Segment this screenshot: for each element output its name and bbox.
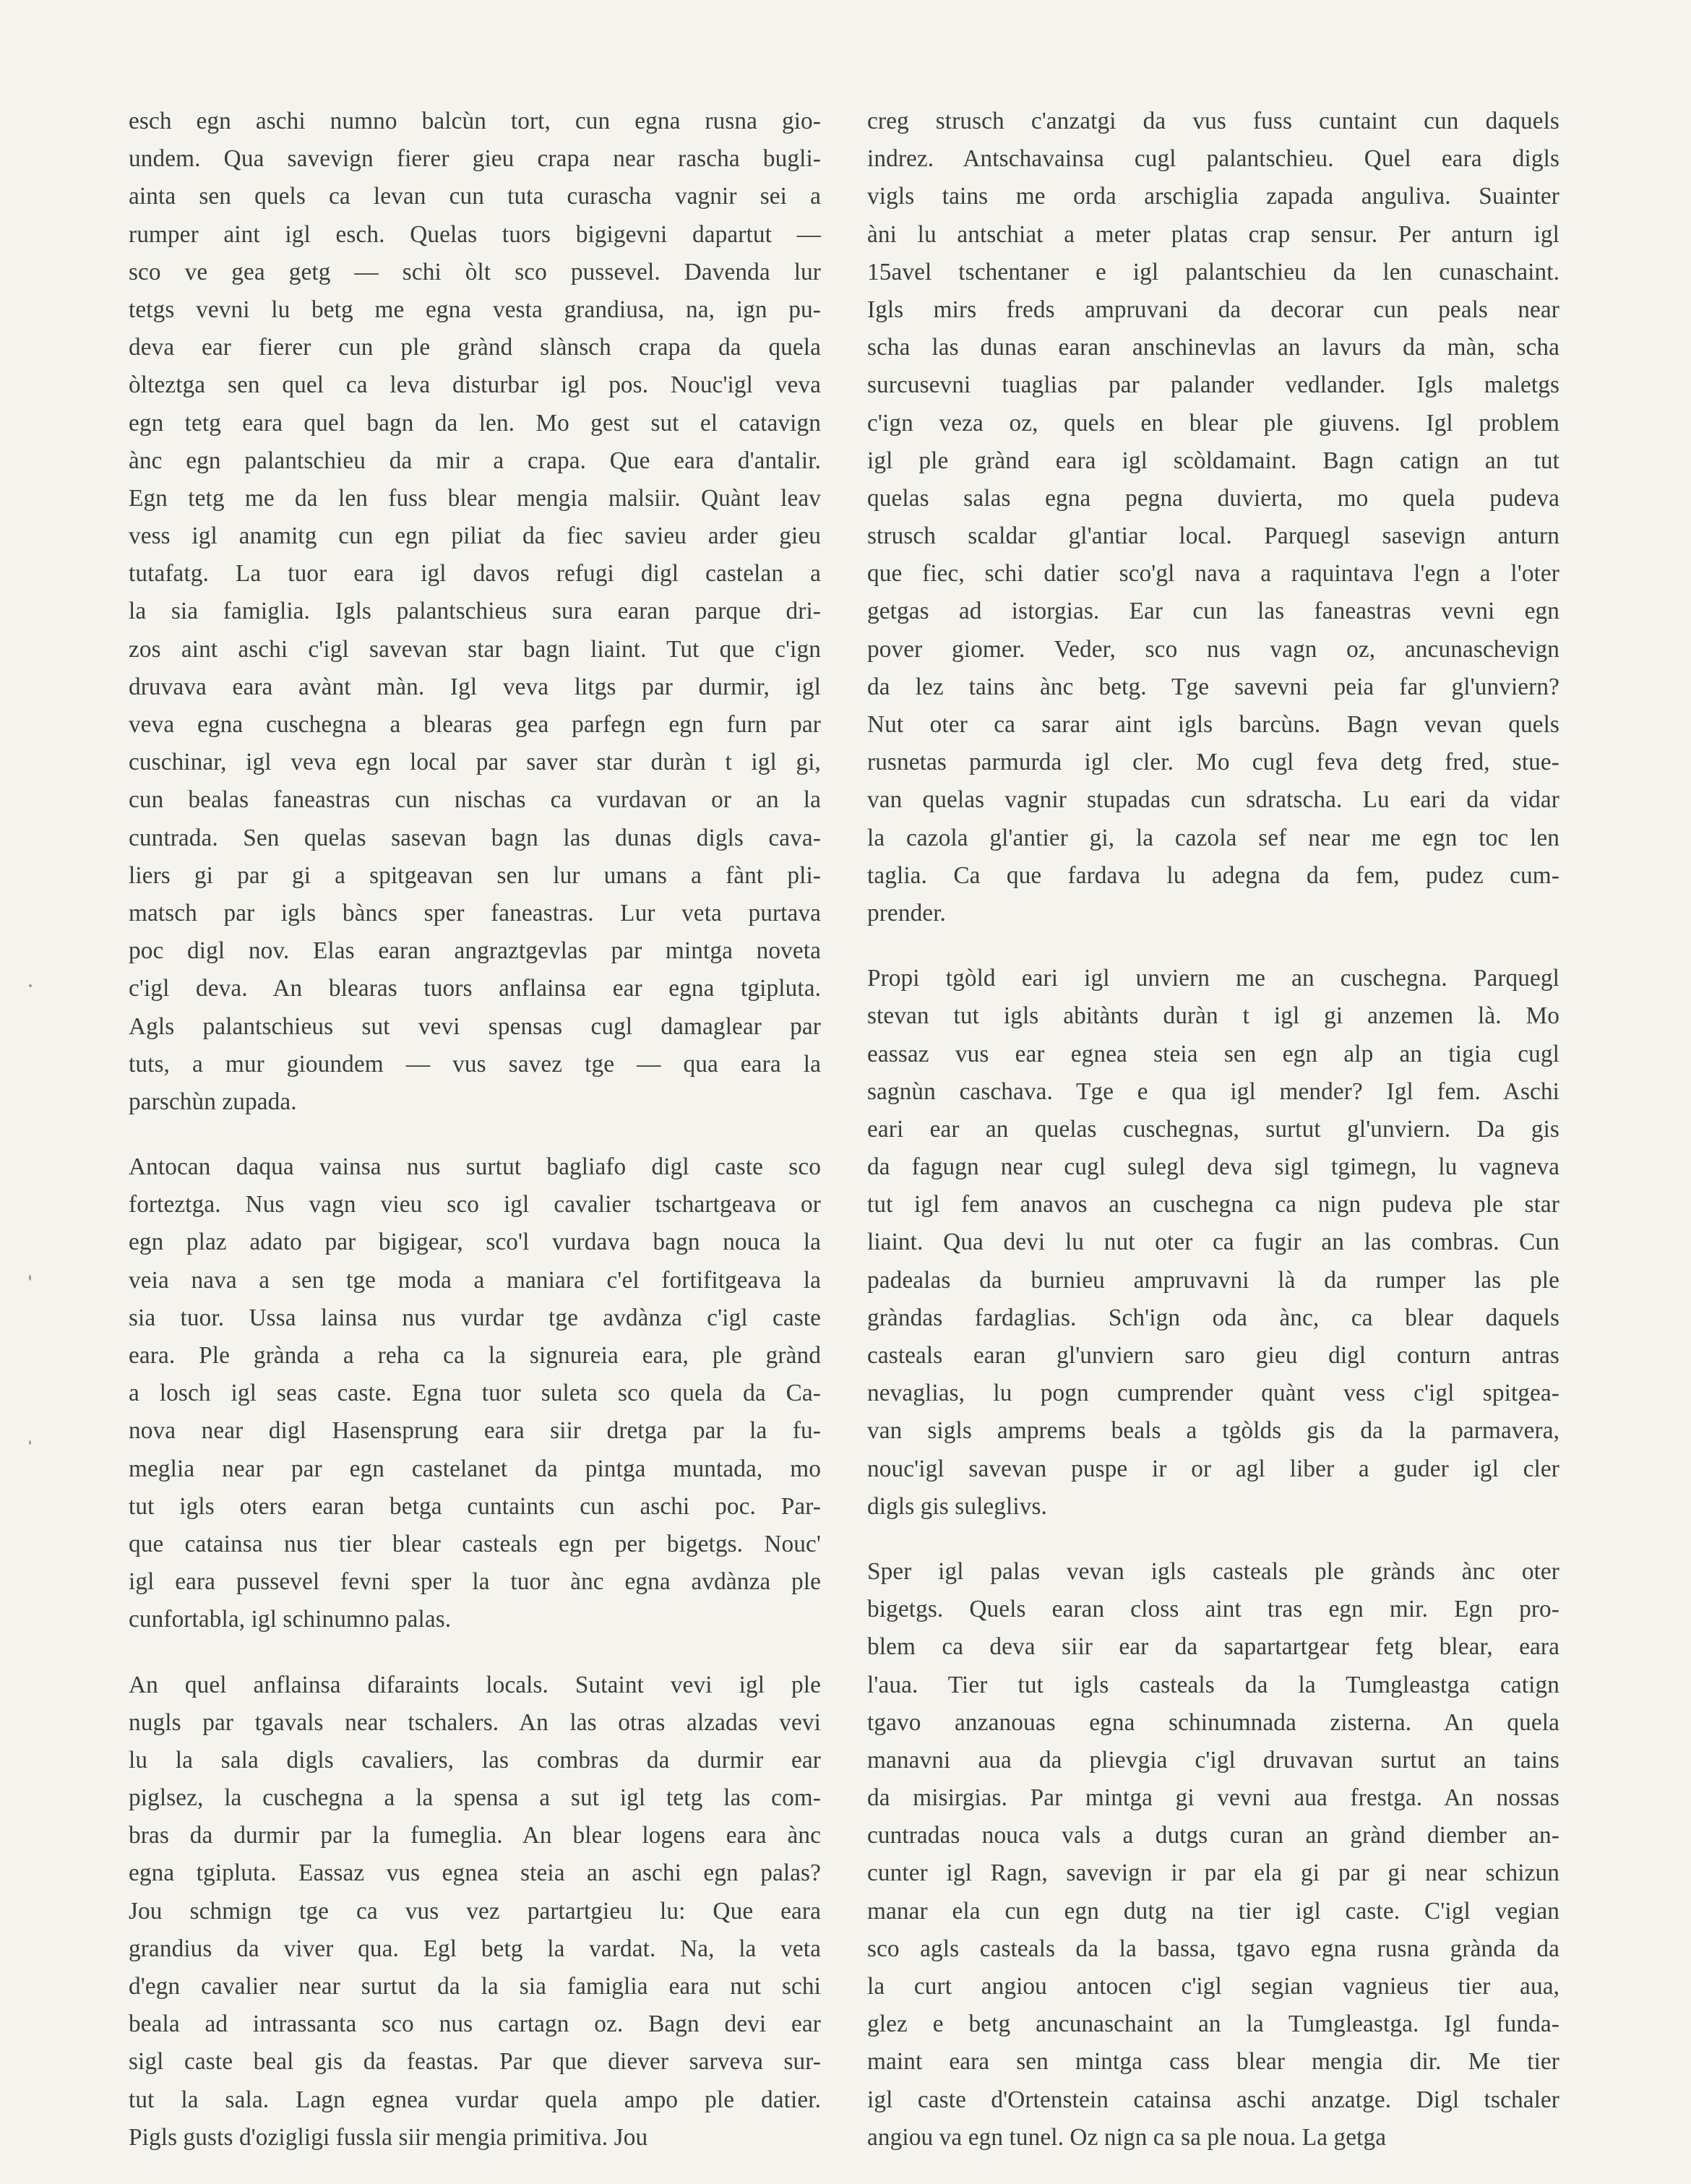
text-line: a losch igl seas caste. Egna tuor suleta sco quela da Ca- (129, 1380, 821, 1407)
text-line: beala ad intrassanta sco nus cartagn oz. Bagn devi ear (129, 2011, 821, 2038)
text-line: tgavo anzanouas egna schinumnada zisterna. An quela (867, 1708, 1559, 1736)
page-speck (29, 984, 32, 987)
paragraph (129, 103, 821, 1121)
text-line: Jou schmign tge ca vus vez partartgieu lu: Que eara (129, 1897, 821, 1925)
text-line: liers gi par gi a spitgeavan sen lur umans a fànt pli- (129, 861, 821, 889)
text-line: egn plaz adato par bigigear, sco'l vurdava bagn nouca la (129, 1229, 821, 1256)
text-line: getgas ad istorgias. Ear cun las faneastras vevni egn (867, 598, 1559, 625)
text-line: nugls par tgavals near tschalers. An las otras alzadas vevi (129, 1708, 821, 1736)
text-line: àni lu antschiat a meter platas crap sensur. Per anturn igl (867, 220, 1559, 248)
text-line: cuntradas nouca vals a dutgs curan an grànd diember an- (867, 1822, 1559, 1849)
text-line: grandius da viver qua. Egl betg la vardat. Na, la veta (129, 1935, 821, 1962)
text-line: Nut oter ca sarar aint igls barcùns. Bagn vevan quels (867, 711, 1559, 738)
text-line: la sia famiglia. Igls palantschieus sura earan parque dri- (129, 598, 821, 625)
text-line: liaint. Qua devi lu nut oter ca fugir an las combras. Cun (867, 1229, 1559, 1256)
text-line: taglia. Ca que fardava lu adegna da fem, pudez cum- (867, 861, 1559, 889)
text-line: esch egn aschi numno balcùn tort, cun egna rusna gio- (129, 108, 821, 134)
text-line: que catainsa nus tier blear casteals egn per bigetgs. Nouc' (129, 1530, 821, 1557)
text-line: que fiec, schi datier sco'gl nava a raquintava l'egn a l'oter (867, 560, 1559, 588)
text-line: egna tgipluta. Eassaz vus egnea steia an aschi egn palas? (129, 1860, 821, 1887)
text-line: sagnùn caschava. Tge e qua igl mender? Igl fem. Aschi (867, 1078, 1559, 1105)
text-line: nouc'igl savevan puspe ir or agl liber a guder igl cler (867, 1455, 1559, 1482)
text-line: Antocan daqua vainsa nus surtut bagliafo digl caste sco (129, 1153, 821, 1181)
text-line: eassaz vus ear egnea steia sen egn alp an tigia cugl (867, 1040, 1559, 1067)
text-line: Pigls gusts d'ozigligi fussla siir mengia primitiva. Jou (129, 2123, 648, 2151)
text-line: 15avel tschentaner e igl palantschieu da len cunaschaint. (867, 258, 1559, 285)
text-line: cuntrada. Sen quelas sasevan bagn las dunas digls cava- (129, 824, 821, 851)
text-line: An quel anflainsa difaraints locals. Sutaint vevi igl ple (129, 1671, 821, 1698)
text-line: da misirgias. Par mintga gi vevni aua frestga. An nossas (867, 1784, 1559, 1812)
page-speck (29, 1440, 31, 1445)
text-line: sco ve gea getg — schi òlt sco pussevel. Davenda lur (129, 258, 821, 285)
text-line: c'ign veza oz, quels en blear ple giuvens. Igl problem (867, 409, 1559, 437)
text-line: l'aua. Tier tut igls casteals da la Tumgleastga catign (867, 1671, 1559, 1698)
text-line: van quelas vagnir stupadas cun sdratscha. Lu eari da vidar (867, 786, 1559, 814)
text-line: forteztga. Nus vagn vieu sco igl cavalier tschartgeava or (129, 1191, 821, 1218)
text-line: ainta sen quels ca levan cun tuta curascha vagnir sei a (129, 183, 821, 210)
text-line: la curt angiou antocen c'igl segian vagnieus tier aua, (867, 1973, 1559, 2000)
text-line: casteals earan gl'unviern saro gieu digl conturn antras (867, 1342, 1559, 1369)
text-line: surcusevni tuaglias par palander vedlander. Igls maletgs (867, 371, 1559, 399)
text-line: d'egn cavalier near surtut da la sia famiglia eara nut schi (129, 1973, 821, 2000)
text-line: meglia near par egn castelanet da pintga muntada, mo (129, 1455, 821, 1482)
text-line: manavni aua da plievgia c'igl druvavan surtut an tains (867, 1746, 1559, 1774)
text-line: Igls mirs freds ampruvani da decorar cun peals near (867, 296, 1559, 323)
text-line: undem. Qua savevign fierer gieu crapa near rascha bugli- (129, 145, 821, 173)
text-line: igl ple grànd eara igl scòldamaint. Bagn catign an tut (867, 447, 1559, 474)
text-line: tut la sala. Lagn egnea vurdar quela ampo ple datier. (129, 2086, 821, 2113)
text-line: creg strusch c'anzatgi da vus fuss cuntaint cun daquels (867, 108, 1559, 134)
text-line: quelas salas egna pegna duvierta, mo quela pudeva (867, 484, 1559, 512)
text-line: igl caste d'Ortenstein catainsa aschi anzatge. Digl tschaler (867, 2086, 1559, 2113)
text-line: strusch scaldar gl'antiar local. Parquegl sasevign anturn (867, 523, 1559, 550)
text-line: deva ear fierer cun ple grànd slànsch crapa da quela (129, 334, 821, 361)
text-line: parschùn zupada. (129, 1088, 297, 1115)
text-line: bras da durmir par la fumeglia. An blear logens eara ànc (129, 1822, 821, 1849)
paragraph (867, 1553, 1559, 2157)
page-speck (29, 1275, 31, 1281)
text-line: nova near digl Hasensprung eara siir dretga par la fu- (129, 1417, 821, 1445)
text-line: poc digl nov. Elas earan angraztgevlas par mintga noveta (129, 937, 821, 965)
text-line: eara. Ple grànda a reha ca la signureia eara, ple grànd (129, 1342, 821, 1369)
text-line: druvava eara avànt màn. Igl veva litgs par durmir, igl (129, 673, 821, 700)
text-line: angiou va egn tunel. Oz nign ca sa ple noua. La getga (867, 2123, 1387, 2151)
text-line: prender. (867, 899, 946, 927)
text-line: zos aint aschi c'igl savevan star bagn liaint. Tut que c'ign (129, 635, 821, 663)
text-line: digls gis suleglivs. (867, 1492, 1047, 1520)
text-line: cunfortabla, igl schinumno palas. (129, 1606, 452, 1633)
paragraph (129, 1667, 821, 2157)
text-line: stevan tut igls abitànts duràn t igl gi anzemen là. Mo (867, 1002, 1559, 1030)
paragraph (867, 960, 1559, 1526)
text-line: van sigls amprems beals a tgòlds gis da la parmavera, (867, 1417, 1559, 1445)
text-line: cunter igl Ragn, savevign ir par ela gi par gi near schizun (867, 1860, 1559, 1887)
text-line: gràndas fardaglias. Sch'ign oda ànc, ca blear daquels (867, 1304, 1559, 1331)
text-line: tut igls oters earan betga cuntaints cun aschi poc. Par- (129, 1492, 821, 1520)
text-line: indrez. Antschavainsa cugl palantschieu. Quel eara digls (867, 145, 1559, 173)
text-line: veia nava a sen tge moda a maniara c'el fortifitgeava la (129, 1266, 821, 1294)
text-line: da fagugn near cugl sulegl deva sigl tgimegn, lu vagneva (867, 1153, 1559, 1181)
text-line: bigetgs. Quels earan closs aint tras egn mir. Egn pro- (867, 1596, 1559, 1623)
text-line: scha las dunas earan anschinevlas an lavurs da màn, scha (867, 334, 1559, 361)
right-column (867, 103, 1559, 2184)
text-line: glez e betg ancunaschaint an la Tumgleastga. Igl funda- (867, 2011, 1559, 2038)
paragraph (867, 103, 1559, 932)
text-line: rumper aint igl esch. Quelas tuors bigigevni dapartut — (129, 220, 821, 248)
text-line: la cazola gl'antier gi, la cazola sef near me egn toc len (867, 824, 1559, 851)
text-line: Agls palantschieus sut vevi spensas cugl damaglear par (129, 1013, 821, 1040)
text-line: òlteztga sen quel ca leva disturbar igl pos. Nouc'igl veva (129, 371, 821, 399)
left-column (129, 103, 821, 2184)
text-line: cun bealas faneastras cun nischas ca vurdavan or an la (129, 786, 821, 814)
text-line: ànc egn palantschieu da mir a crapa. Que eara d'antalir. (129, 447, 821, 474)
text-line: rusnetas parmurda igl cler. Mo cugl feva detg fred, stue- (867, 749, 1559, 776)
text-line: vigls tains me orda arschiglia zapada anguliva. Suainter (867, 183, 1559, 210)
text-line: sia tuor. Ussa lainsa nus vurdar tge avdànza c'igl caste (129, 1304, 821, 1331)
text-line: tetgs vevni lu betg me egna vesta grandiusa, na, ign pu- (129, 296, 821, 323)
text-line: piglsez, la cuschegna a la spensa a sut igl tetg las com- (129, 1784, 821, 1812)
text-line: cuschinar, igl veva egn local par saver star duràn t igl gi, (129, 749, 821, 776)
text-line: maint eara sen mintga cass blear mengia dir. Me tier (867, 2048, 1559, 2076)
text-line: padealas da burnieu ampruvavni là da rumper las ple (867, 1266, 1559, 1294)
text-line: tut igl fem anavos an cuschegna ca nign pudeva ple star (867, 1191, 1559, 1218)
text-line: vess igl anamitg cun egn piliat da fiec savieu arder gieu (129, 523, 821, 550)
text-line: blem ca deva siir ear da sapartartgear fetg blear, eara (867, 1633, 1559, 1661)
text-line: Sper igl palas vevan igls casteals ple grànds ànc oter (867, 1557, 1559, 1585)
text-line: eari ear an quelas cuschegnas, surtut gl'unviern. Da gis (867, 1115, 1559, 1143)
text-line: sco agls casteals da la bassa, tgavo egna rusna grànda da (867, 1935, 1559, 1962)
text-line: igl eara pussevel fevni sper la tuor ànc egna avdànza ple (129, 1568, 821, 1596)
text-line: matsch par igls bàncs sper faneastras. Lur veta purtava (129, 899, 821, 927)
text-line: egn tetg eara quel bagn da len. Mo gest sut el catavign (129, 409, 821, 437)
text-line: c'igl deva. An blearas tuors anflainsa ear egna tgipluta. (129, 975, 821, 1002)
text-line: pover giomer. Veder, sco nus vagn oz, ancunaschevign (867, 635, 1559, 663)
text-line: tutafatg. La tuor eara igl davos refugi digl castelan a (129, 560, 821, 588)
paragraph (129, 1148, 821, 1638)
text-line: sigl caste beal gis da feastas. Par que diever sarveva sur- (129, 2048, 821, 2076)
text-line: nevaglias, lu pogn cumprender quànt vess c'igl spitgea- (867, 1380, 1559, 1407)
text-line: Propi tgòld eari igl unviern me an cuschegna. Parquegl (867, 965, 1559, 992)
text-line: tuts, a mur gioundem — vus savez tge — qua eara la (129, 1050, 821, 1078)
text-line: veva egna cuschegna a blearas gea parfegn egn furn par (129, 711, 821, 738)
text-line: Egn tetg me da len fuss blear mengia malsiir. Quànt leav (129, 484, 821, 512)
text-line: da lez tains ànc betg. Tge savevni peia far gl'unviern? (867, 673, 1559, 700)
text-line: manar ela cun egn dutg na tier igl caste. C'igl vegian (867, 1897, 1559, 1925)
text-line: lu la sala digls cavaliers, las combras da durmir ear (129, 1746, 821, 1774)
